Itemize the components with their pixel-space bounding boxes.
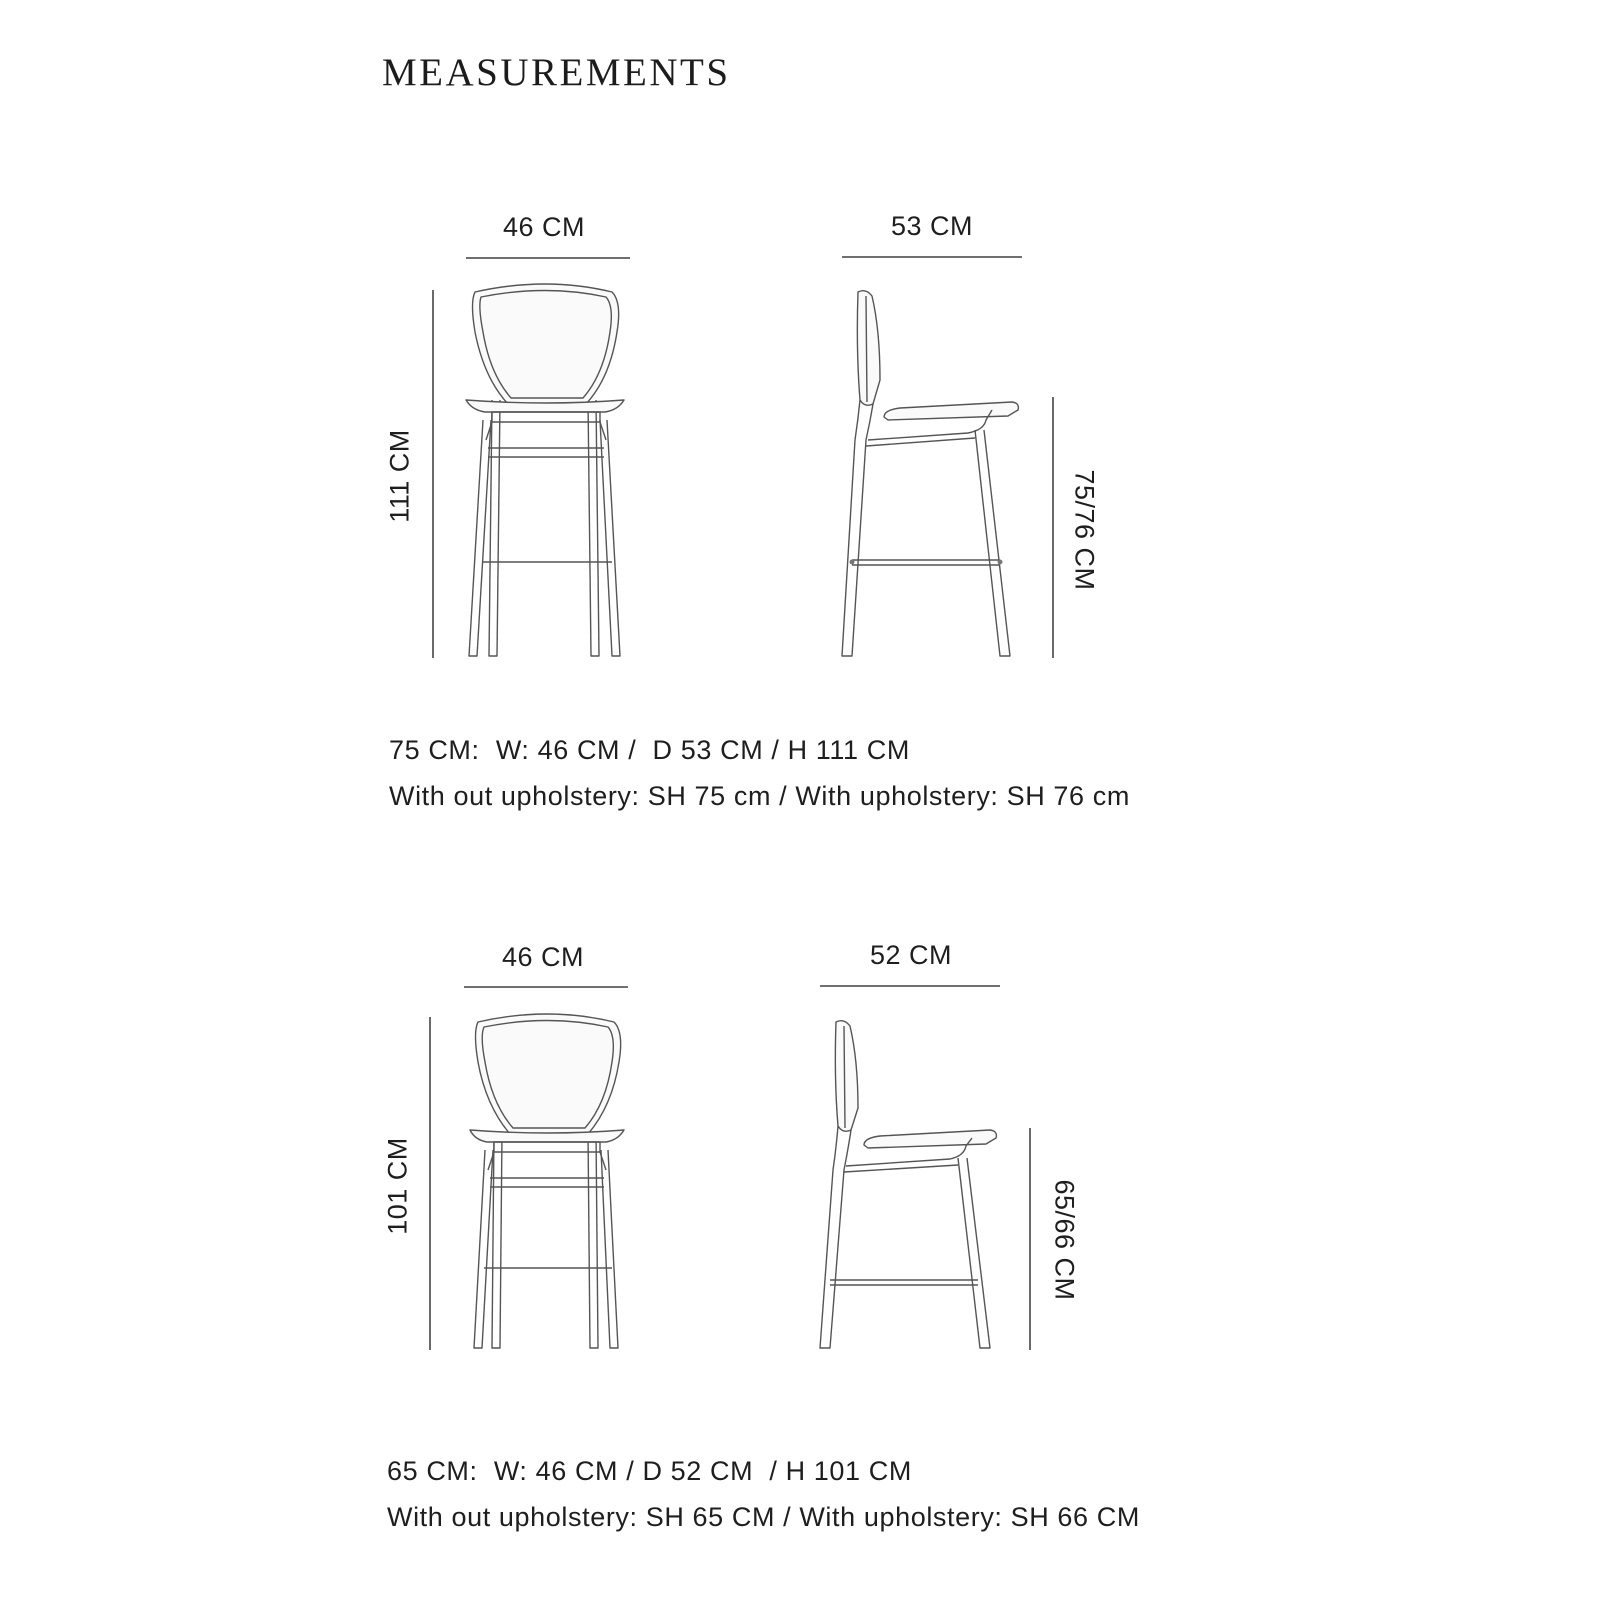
bar-side-depth-label: 53 CM: [890, 211, 974, 241]
bar-stool-front-view: [466, 284, 624, 656]
bar-front-width-label: 46 CM: [502, 212, 586, 242]
bar-spec-line-2: With out upholstery: SH 75 cm / With upholstery: SH 76 cm: [389, 781, 1130, 811]
counter-spec-line-1: 65 CM: W: 46 CM / D 52 CM / H 101 CM: [387, 1456, 912, 1486]
bar-spec-line-1: 75 CM: W: 46 CM / D 53 CM / H 111 CM: [389, 735, 910, 765]
page-title: MEASUREMENTS: [382, 51, 731, 94]
bar-total-height-label: 111 CM: [384, 429, 415, 523]
counter-side-depth-label: 52 CM: [869, 940, 953, 970]
counter-total-height-label: 101 CM: [382, 1137, 413, 1235]
counter-stool-front-view: [470, 1014, 624, 1348]
bar-stool-group: [433, 257, 1053, 658]
counter-front-width-label: 46 CM: [501, 942, 585, 972]
counter-spec-line-2: With out upholstery: SH 65 CM / With upholstery: SH 66 CM: [387, 1502, 1140, 1532]
bar-stool-side-view: [842, 291, 1018, 656]
counter-stool-group: [430, 986, 1030, 1350]
bar-seat-height-label: 75/76 CM: [1069, 469, 1100, 591]
counter-seat-height-label: 65/66 CM: [1049, 1179, 1080, 1301]
counter-stool-side-view: [820, 1021, 996, 1348]
